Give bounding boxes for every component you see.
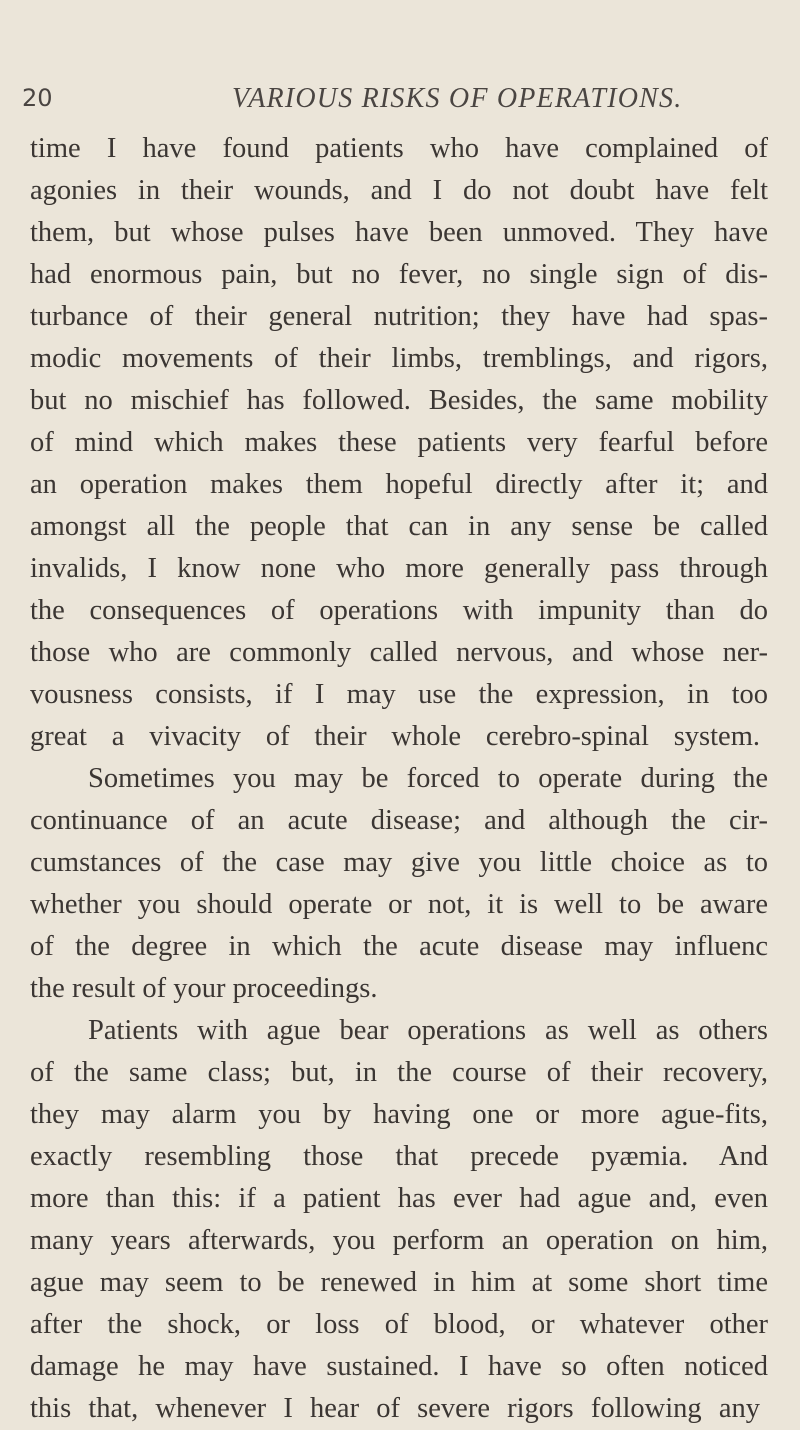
- text-line: modic movements of their limbs, tremblings, and rigors,: [30, 343, 768, 374]
- text-line: ague may seem to be renewed in him at some short time: [30, 1267, 768, 1298]
- text-line: amongst all the people that can in any sense be called: [30, 511, 768, 542]
- text-line: exactly resembling those that precede pyæmia. And: [30, 1141, 768, 1172]
- text-line: vousness consists, if I may use the expression, in too: [30, 679, 768, 710]
- text-line: after the shock, or loss of blood, or whatever other: [30, 1309, 768, 1340]
- text-line: of the degree in which the acute disease may influenc: [30, 931, 768, 962]
- text-line: of mind which makes these patients very fearful before: [30, 427, 768, 458]
- text-line: more than this: if a patient has ever had ague and, even: [30, 1183, 768, 1214]
- page-number: 20: [22, 84, 53, 112]
- text-line: many years afterwards, you perform an operation on him,: [30, 1225, 768, 1256]
- paragraph-first-line: Patients with ague bear operations as well as others: [88, 1015, 768, 1046]
- text-line: of the same class; but, in the course of their recovery,: [30, 1057, 768, 1088]
- text-line: them, but whose pulses have been unmoved. They have: [30, 217, 768, 248]
- text-line: had enormous pain, but no fever, no single sign of dis-: [30, 259, 768, 290]
- text-line: they may alarm you by having one or more ague-fits,: [30, 1099, 768, 1130]
- text-line: turbance of their general nutrition; they have had spas-: [30, 301, 768, 332]
- text-line: time I have found patients who have complained of: [30, 133, 768, 164]
- text-line: an operation makes them hopeful directly after it; and: [30, 469, 768, 500]
- text-line: whether you should operate or not, it is well to be aware: [30, 889, 768, 920]
- text-line: this that, whenever I hear of severe rigors following any: [30, 1393, 760, 1424]
- running-head: VARIOUS RISKS OF OPERATIONS.: [232, 83, 683, 114]
- text-line: invalids, I know none who more generally pass through: [30, 553, 768, 584]
- text-line: agonies in their wounds, and I do not doubt have felt: [30, 175, 768, 206]
- text-line: great a vivacity of their whole cerebro-spinal system.: [30, 721, 760, 752]
- text-line: those who are commonly called nervous, and whose ner-: [30, 637, 768, 668]
- paragraph-last-line: the result of your proceedings.: [30, 973, 378, 1004]
- paragraph-first-line: Sometimes you may be forced to operate during the: [88, 763, 768, 794]
- text-line: the consequences of operations with impunity than do: [30, 595, 768, 626]
- text-line: damage he may have sustained. I have so often noticed: [30, 1351, 768, 1382]
- page-header: [0, 78, 800, 118]
- text-line: but no mischief has followed. Besides, the same mobility: [30, 385, 768, 416]
- text-line: cumstances of the case may give you little choice as to: [30, 847, 768, 878]
- text-line: continuance of an acute disease; and although the cir-: [30, 805, 768, 836]
